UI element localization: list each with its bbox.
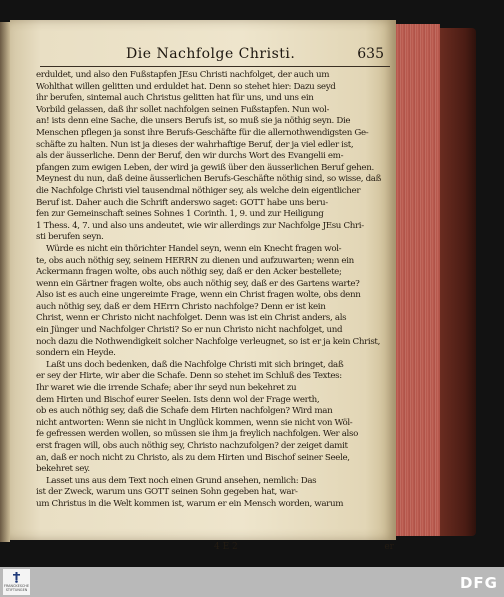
text-line: Christ, wenn er Christo nicht nachfolget. Denn was ist ein Christ anders, als (36, 313, 347, 324)
text-line: ist der Zweck, warum uns GOTT seinen Sohn gegeben hat, war- (36, 487, 298, 498)
text-line: 1 Thess. 4, 7. und also uns andeutet, wie wir allerdings zur Nachfolge JEsu Chri- (36, 220, 364, 231)
text-line: Würde es nicht ein thörichter Handel seyn, wenn ein Knecht fragen wol- (46, 243, 342, 254)
text-line: er sey der Hirte, wir aber die Schafe. Denn so stehet im Schluß des Textes: (36, 371, 342, 382)
header-rule (40, 66, 390, 67)
text-line: Beruf ist. Daher auch die Schrift anderswo saget: GOTT habe uns beru- (36, 197, 328, 208)
page-number: 635 (357, 46, 384, 62)
page-header (40, 46, 390, 66)
text-line: Vorbild gelassen, daß ihr sollet nachfolgen seinen Fußstapfen. Nun wol- (36, 104, 330, 115)
logo-text-line: FRANCKESCHE (4, 584, 29, 588)
text-line: erduldet, und also den Fußstapfen JEsu Christi nachfolget, der auch um (36, 70, 330, 80)
institution-emblem-icon (12, 572, 21, 583)
text-line: Laßt uns doch bedenken, daß die Nachfolge Christi mit sich bringet, daß (46, 359, 344, 370)
text-line: ihr berufen, sintemal auch Christus gelitten hat für uns, und uns ein (36, 93, 314, 104)
text-line: bekehret sey. (36, 464, 90, 475)
text-line: schäfte zu halten. Nun ist ja dieses der wahrhaftige Beruf, der ja viel edler ist, (36, 139, 354, 150)
logo-text-line: STIFTUNGEN (5, 587, 28, 592)
text-line: pfangen zum ewigen Leben, der wird ja gewiß über den äusserlichen Beruf gehen. (36, 162, 374, 173)
text-line: ob es auch nöthig sey, daß die Schafe dem Hirten nachfolgen? Wird man (36, 406, 333, 417)
text-line: Lasset uns aus dem Text noch einen Grund ansehen, nemlich: Das (46, 475, 317, 486)
page-footer (36, 542, 394, 554)
book-page (10, 20, 396, 552)
text-line: sti berufen seyn. (36, 232, 104, 243)
text-line: wenn ein Gärtner fragen wolte, obs auch nöthig sey, daß er des Gartens warte? (36, 278, 360, 289)
text-line: um Christus in die Welt kommen ist, warum er ein Mensch worden, warum (36, 498, 344, 509)
text-line: Wohlthat willen gelitten und erduldet hat. Denn so stehet hier: Dazu seyd (36, 81, 336, 92)
viewer-bottom-bar (0, 567, 504, 597)
book-cover (440, 28, 476, 536)
text-line: sondern ein Heyde. (36, 348, 116, 359)
body-text (36, 70, 394, 511)
text-line: noch dazu die Nothwendigkeit solcher Nachfolge verleugnet, so ist er ja kein Christ, (36, 336, 380, 347)
dfg-logo[interactable]: DFG (459, 574, 498, 592)
text-line: nicht antworten: Wenn sie nicht in Unglück kommen, wenn sie nicht von Wöl- (36, 417, 353, 428)
text-line: erst fragen will, obs auch nöthig sey, Christo nachzufolgen? der zeiget damit (36, 441, 348, 451)
text-line: dem Hirten und Bischof eurer Seelen. Ists denn wol der Frage werth, (36, 394, 320, 405)
text-line: Meynest du nun, daß deine äusserlichen Berufs-Geschäfte nöthig sind, so wisse, daß (36, 174, 382, 185)
text-line: fen zur Gemeinschaft seines Sohnes 1 Corinth. 1, 9. und zur Heiligung (36, 209, 324, 220)
text-line: fe gefressen werden wollen, so müssen sie ihm ja freylich nachfolgen. Wer also (36, 429, 358, 440)
text-line: Ackermann fragen wolte, obs auch nöthig sey, daß er den Acker bestellete; (36, 267, 342, 278)
text-line: an! ists denn eine Sache, die unsers Berufs ist, so muß sie ja nöthig seyn. Die (36, 116, 351, 127)
text-line: Menschen pflegen ja sonst ihre Berufs-Geschäfte für die allernothwendigsten Ge- (36, 127, 369, 138)
facing-page-edge (0, 22, 10, 542)
text-line: te, obs auch nöthig sey, seinem HERRN zu dienen und aufzuwarten; wenn ein (36, 255, 354, 266)
text-line: Ihr waret wie die irrende Schafe; aber ihr seyd nun bekehret zu (36, 383, 297, 394)
text-line: an, daß er noch nicht zu Christo, als zu dem Hirten und Bischof seiner Seele, (36, 452, 350, 463)
signature-mark: 4 E 2 (214, 542, 238, 552)
page-fore-edge (396, 24, 440, 536)
text-line: ein Jünger und Nachfolger Christi? So er nun Christo nicht nachfolget, und (36, 325, 343, 336)
text-line: die Nachfolge Christi viel tausendmal nöthiger sey, als welche dein eigentlicher (36, 185, 361, 196)
text-line: als der äusserliche. Denn der Beruf, den wir durchs Wort des Evangelii em- (36, 151, 344, 162)
text-line: auch nöthig sey, daß er dem HErrn Christo nachfolge? Denn er ist kein (36, 301, 326, 312)
catchword: er (384, 542, 394, 552)
franckesche-stiftungen-logo[interactable] (3, 569, 30, 595)
running-title: Die Nachfolge Christi. (126, 46, 296, 62)
text-line: Also ist es auch eine ungereimte Frage, wenn ein Christ fragen wolte, obs denn (36, 290, 361, 301)
